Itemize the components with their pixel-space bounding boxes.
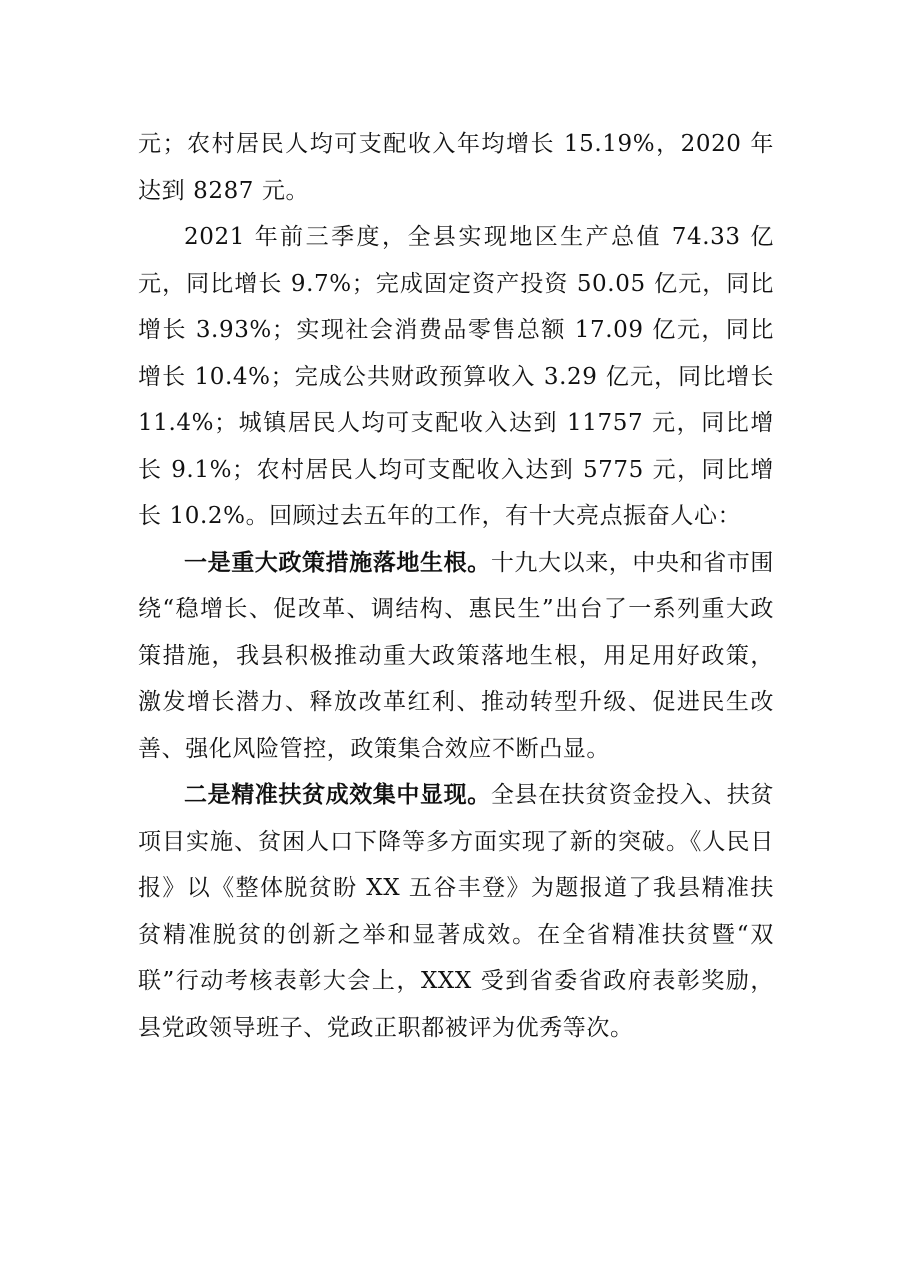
- document-body: [138, 121, 774, 1051]
- paragraph-text: 2021 年前三季度，全县实现地区生产总值 74.33 亿元，同比增长 9.7%；完成固定资产投资 50.05 亿元，同比增长 3.93%；实现社会消费品零售总额 17.09 亿元，同比增长 10.4%；完成公共财政预算收入 3.29 亿元，同比增长 11.4%；城镇居民人均可支配收入达到 11757 元，同比增长 9.1%；农村居民人均可支配收入达到 5775 元，同比增长 10.2%。回顾过去五年的工作，有十大亮点振奋人心：: [138, 224, 774, 529]
- paragraph-lead-heading: 一是重大政策措施落地生根。: [184, 548, 491, 576]
- paragraph-text: 十九大以来，中央和省市围绕“稳增长、促改革、调结构、惠民生”出台了一系列重大政策措施，我县积极推动重大政策落地生根，用足用好政策，激发增长潜力、释放改革红利、推动转型升级、促进民生改善、强化风险管控，政策集合效应不断凸显。: [138, 549, 775, 762]
- paragraph-text: 元；农村居民人均可支配收入年均增长 15.19%，2020 年达到 8287 元。: [138, 131, 774, 204]
- paragraph-lead-heading: 二是精准扶贫成效集中显现。: [184, 781, 491, 808]
- paragraph-policy-highlight: [138, 540, 774, 773]
- paragraph-income-continuation: [138, 121, 774, 214]
- paragraph-text: 全县在扶贫资金投入、扶贫项目实施、贫困人口下降等多方面实现了新的突破。《人民日报》以《整体脱贫盼 XX 五谷丰登》为题报道了我县精准扶贫精准脱贫的创新之举和显著成效。在全省精准扶贫暨“双联”行动考核表彰大会上，XXX 受到省委省政府表彰奖励，县党政领导班子、党政正职都被评为优秀等次。: [138, 782, 775, 1041]
- paragraph-2021-economy: [138, 214, 774, 540]
- paragraph-poverty-highlight: [138, 772, 774, 1051]
